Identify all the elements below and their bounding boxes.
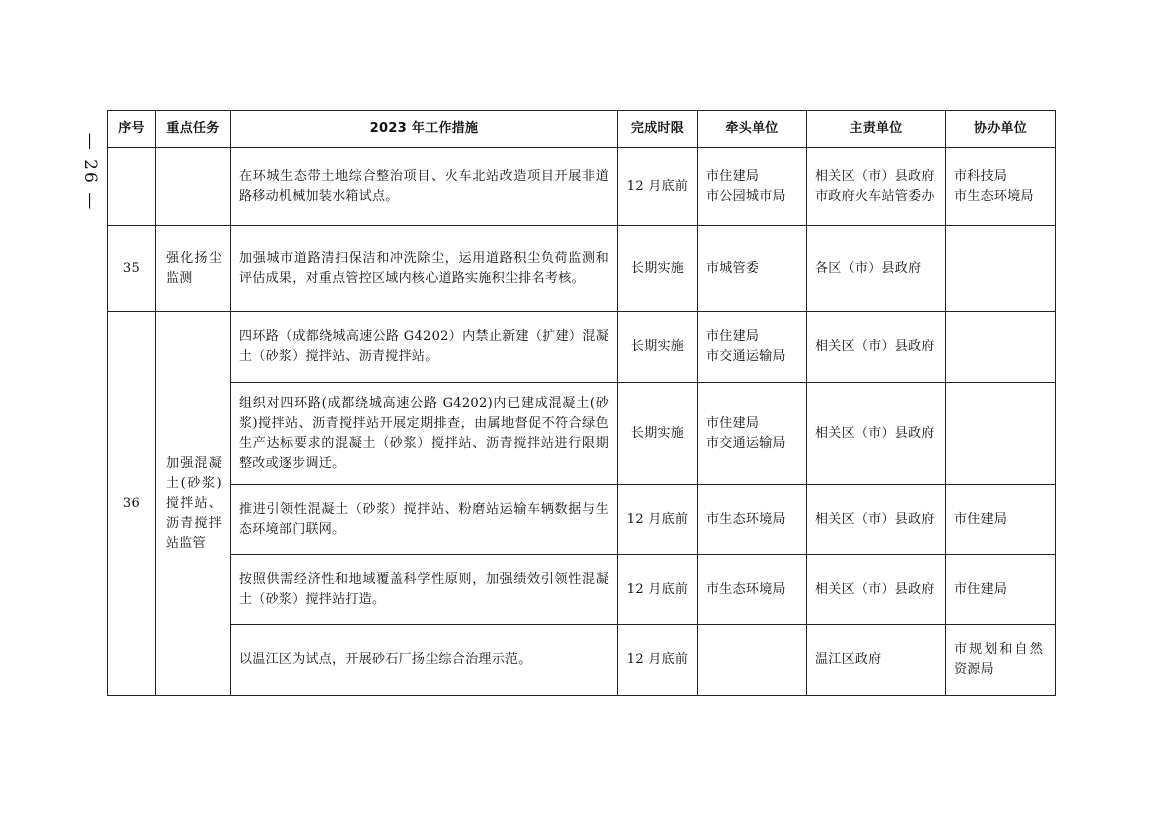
table-row (108, 383, 1056, 485)
lead-unit-cell (698, 148, 807, 226)
assist-unit-cell (946, 148, 1056, 226)
assist-unit-cell (946, 485, 1056, 555)
assist-unit-cell (946, 226, 1056, 312)
table-row (108, 485, 1056, 555)
row-number (108, 148, 156, 226)
measure-cell: 按照供需经济性和地域覆盖科学性原则，加强绩效引领性混凝土（砂浆）搅拌站打造。 (231, 555, 618, 625)
assist-unit: 市住建局 (954, 581, 1008, 597)
table-row (108, 312, 1056, 383)
main-unit: 相关区（市）县政府 (815, 511, 935, 527)
lead-unit-cell (698, 625, 807, 696)
measure-cell: 四环路（成都绕城高速公路 G4202）内禁止新建（扩建）混凝土（砂浆）搅拌站、沥青搅拌站。 (231, 312, 618, 383)
deadline-cell: 长期实施 (618, 383, 698, 485)
deadline-cell: 长期实施 (618, 226, 698, 312)
lead-unit: 市公园城市局 (706, 188, 786, 204)
lead-unit: 市住建局 (706, 329, 760, 344)
row-number: 36 (108, 312, 156, 696)
measure-cell: 推进引领性混凝土（砂浆）搅拌站、粉磨站运输车辆数据与生态环境部门联网。 (231, 485, 618, 555)
table-row (108, 148, 1056, 226)
lead-unit: 市生态环境局 (706, 581, 786, 597)
assist-unit-cell (946, 625, 1056, 696)
measure-cell: 加强城市道路清扫保洁和冲洗除尘，运用道路积尘负荷监测和评估成果，对重点管控区域内核心道路实施积尘排名考核。 (231, 226, 618, 312)
lead-unit: 市住建局 (706, 168, 760, 184)
main-unit: 相关区（市）县政府 (815, 425, 935, 441)
table-header-row (108, 111, 1056, 148)
deadline-cell: 12 月底前 (618, 625, 698, 696)
assist-unit: 市科技局 (954, 168, 1008, 184)
table-row (108, 625, 1056, 696)
header-work-measures: 2023 年工作措施 (231, 111, 618, 148)
lead-unit-cell (698, 383, 807, 485)
lead-unit-cell (698, 226, 807, 312)
measure-cell: 以温江区为试点，开展砂石厂扬尘综合治理示范。 (231, 625, 618, 696)
lead-unit: 市交通运输局 (706, 435, 786, 451)
lead-unit-cell (698, 485, 807, 555)
page-number: — 26 — (80, 132, 100, 212)
header-serial-number: 序号 (108, 111, 156, 148)
header-deadline: 完成时限 (618, 111, 698, 148)
table-row (108, 226, 1056, 312)
task-cell: 加强混凝土(砂浆)搅拌站、沥青搅拌站监管 (156, 312, 231, 696)
deadline-cell: 12 月底前 (618, 148, 698, 226)
main-unit-cell (807, 555, 946, 625)
assist-unit-cell (946, 383, 1056, 485)
task-cell: 强化扬尘监测 (156, 226, 231, 312)
main-unit: 相关区（市）县政府 (815, 339, 935, 354)
deadline-cell: 12 月底前 (618, 485, 698, 555)
header-lead-unit: 牵头单位 (698, 111, 807, 148)
measure-cell: 组织对四环路(成都绕城高速公路 G4202)内已建成混凝土(砂浆)搅拌站、沥青搅拌站开展定期排查，由属地督促不符合绿色生产达标要求的混凝土（砂浆）搅拌站、沥青搅拌站进行限期整改或逐步调迁。 (231, 383, 618, 485)
lead-unit: 市住建局 (706, 415, 760, 431)
main-unit: 市政府火车站管委办 (815, 188, 935, 204)
lead-unit-cell (698, 312, 807, 383)
assist-unit: 市规划和自然资源局 (954, 642, 1043, 677)
measure-cell: 在环城生态带土地综合整治项目、火车北站改造项目开展非道路移动机械加装水箱试点。 (231, 148, 618, 226)
lead-unit: 市城管委 (706, 260, 760, 276)
main-unit: 温江区政府 (815, 652, 882, 667)
header-main-unit: 主责单位 (807, 111, 946, 148)
lead-unit: 市交通运输局 (706, 349, 786, 364)
main-unit: 相关区（市）县政府 (815, 581, 935, 597)
header-key-task: 重点任务 (156, 111, 231, 148)
measures-table (107, 110, 1056, 696)
main-unit-cell (807, 625, 946, 696)
main-unit: 相关区（市）县政府 (815, 168, 935, 184)
main-unit-cell (807, 226, 946, 312)
assist-unit: 市生态环境局 (954, 188, 1034, 204)
deadline-cell: 长期实施 (618, 312, 698, 383)
header-assist-unit: 协办单位 (946, 111, 1056, 148)
task-cell (156, 148, 231, 226)
lead-unit-cell (698, 555, 807, 625)
main-unit-cell (807, 485, 946, 555)
assist-unit: 市住建局 (954, 511, 1008, 527)
main-unit-cell (807, 312, 946, 383)
lead-unit: 市生态环境局 (706, 511, 786, 527)
main-unit-cell (807, 383, 946, 485)
assist-unit-cell (946, 312, 1056, 383)
main-unit-cell (807, 148, 946, 226)
deadline-cell: 12 月底前 (618, 555, 698, 625)
table-row (108, 555, 1056, 625)
row-number: 35 (108, 226, 156, 312)
assist-unit-cell (946, 555, 1056, 625)
main-unit: 各区（市）县政府 (815, 260, 922, 276)
